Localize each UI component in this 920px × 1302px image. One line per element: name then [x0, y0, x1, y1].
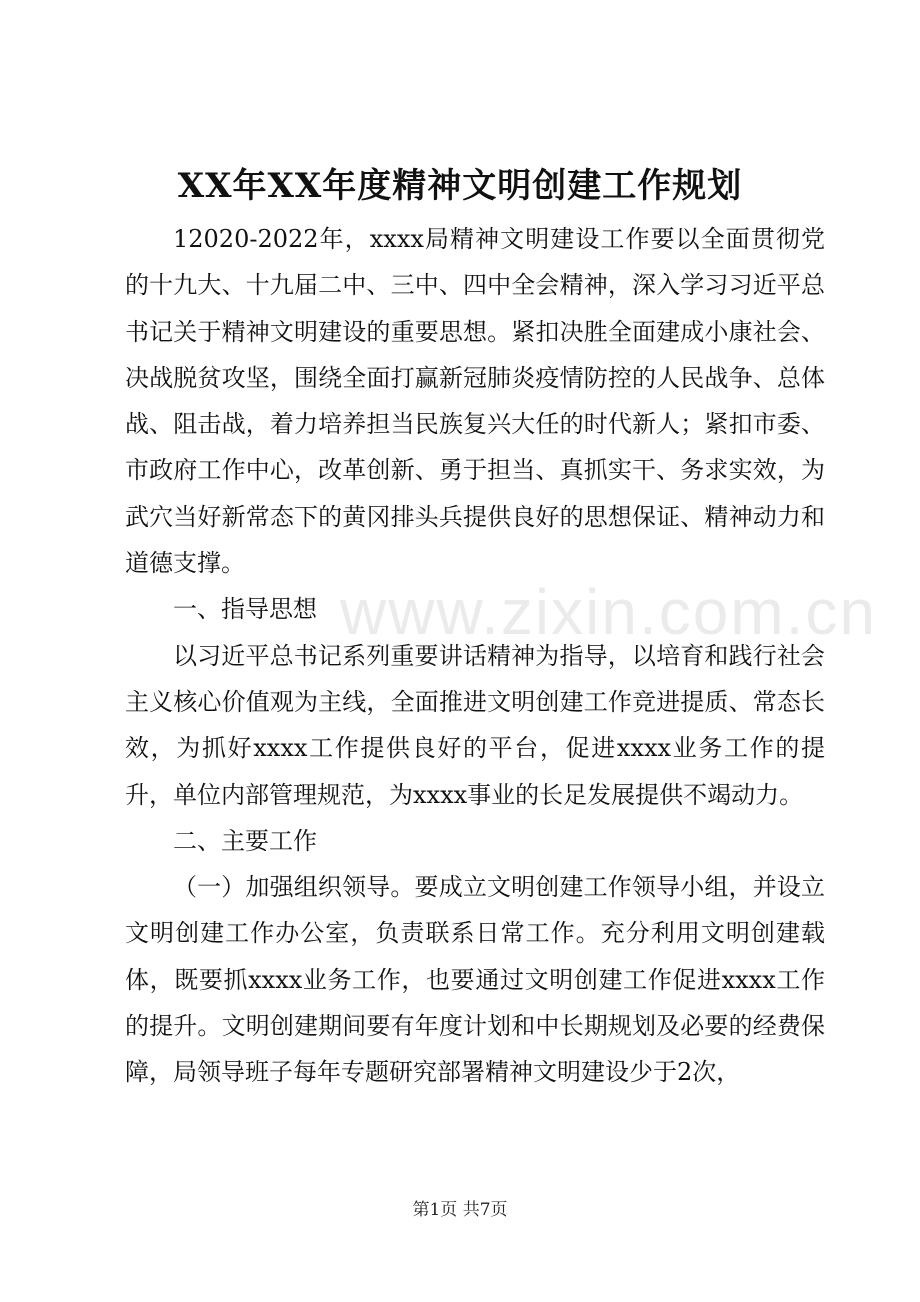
- paragraph-intro: 12020-2022年，xxxx局精神文明建设工作要以全面贯彻党的十九大、十九届二中、三中、四中全会精神，深入学习习近平总书记关于精神文明建设的重要思想。紧扣决胜全面建成小康社会、决战脱贫攻坚，围绕全面打赢新冠肺炎疫情防控的人民战争、总体战、阻击战，着力培养担当民族复兴大任的时代新人；紧扣市委、市政府工作中心，改革创新、勇于担当、真抓实干、务求实效，为武穴当好新常态下的黄冈排头兵提供良好的思想保证、精神动力和道德支撑。: [125, 225, 825, 578]
- page-footer: 第1页 共7页: [412, 1200, 508, 1220]
- section-heading-guiding-thought: 一、指导思想: [173, 595, 317, 624]
- watermark: www.zixin.com.cn: [340, 576, 877, 648]
- document-body: [125, 216, 825, 1096]
- paragraph-guiding-thought: 以习近平总书记系列重要讲话精神为指导，以培育和践行社会主义核心价值观为主线，全面推进文明创建工作竞进提质、常态长效，为抓好xxxx工作提供良好的平台，促进xxxx业务工作的提升，单位内部管理规范，为xxxx事业的长足发展提供不竭动力。: [125, 641, 825, 809]
- paragraph-organization-leadership: （一）加强组织领导。要成立文明创建工作领导小组，并设立文明创建工作办公室，负责联系日常工作。充分利用文明创建载体，既要抓xxxx业务工作，也要通过文明创建工作促进xxxx工作的提升。文明创建期间要有年度计划和中长期规划及必要的经费保障，局领导班子每年专题研究部署精神文明建设少于2次，: [125, 873, 825, 1087]
- page-title: XX年XX年度精神文明创建工作规划: [177, 166, 743, 206]
- section-heading-main-work: 二、主要工作: [173, 826, 317, 855]
